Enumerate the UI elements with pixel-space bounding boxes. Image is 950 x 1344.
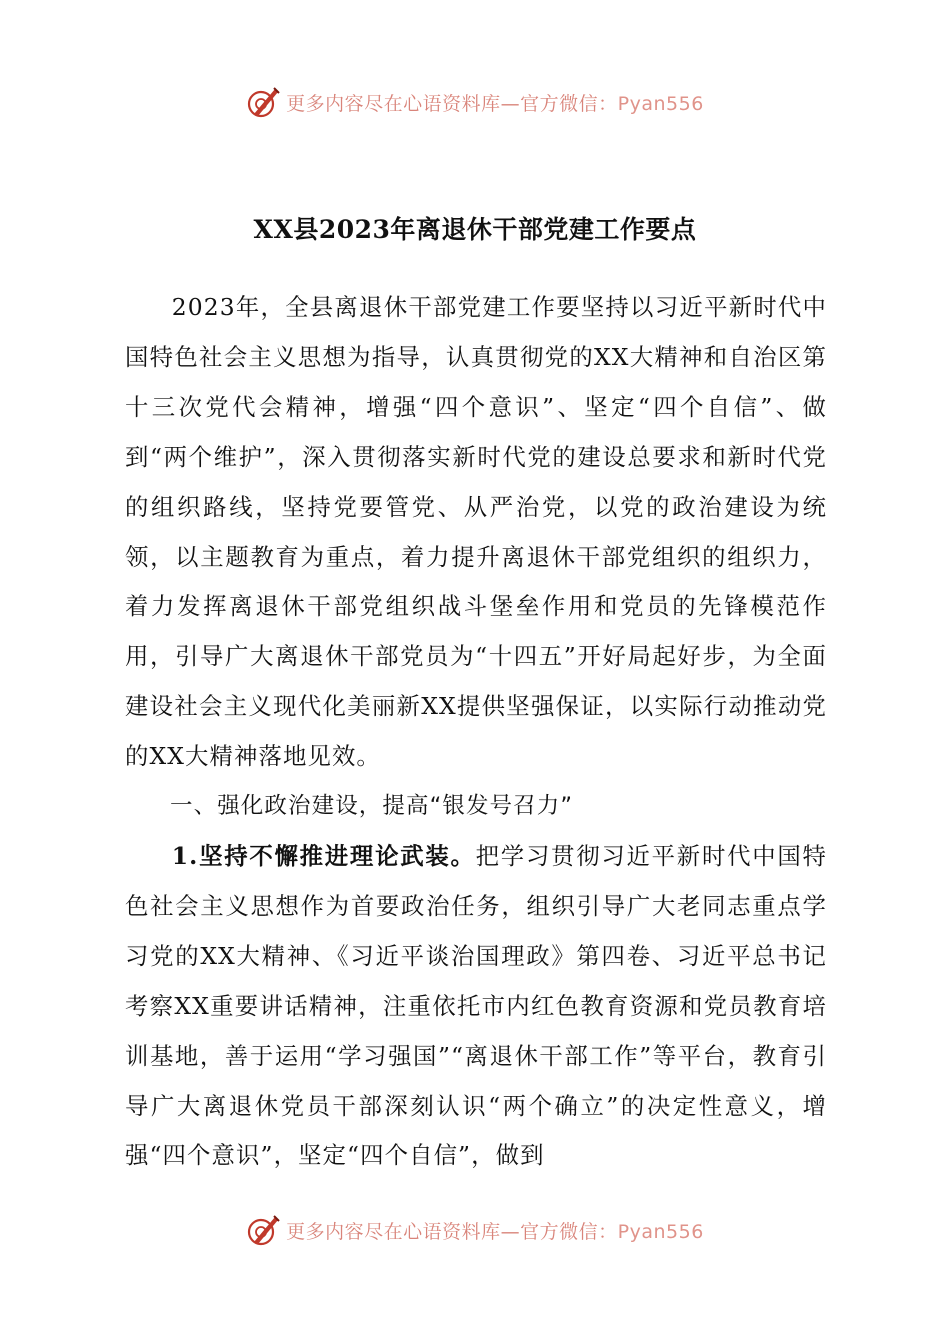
document-title: XX县2023年离退休干部党建工作要点 [253,215,697,244]
watermark-text: 更多内容尽在心语资料库—官方微信：Pyan556 [286,92,704,115]
intro-paragraph: 2023年，全县离退休干部党建工作要坚持以习近平新时代中国特色社会主义思想为指导，认真贯彻党的XX大精神和自治区第十三次党代会精神，增强“四个意识”、坚定“四个自信”、做到“两个维护”，深入贯彻落实新时代党的建设总要求和新时代党的组织路线，坚持党要管党、从严治党，以党的政治建设为统领，以主题教育为重点，着力提升离退休干部党组织的组织力，着力发挥离退休干部党组织战斗堡垒作用和党员的先锋模范作用，引导广大离退休干部党员为“十四五”开好局起好步，为全面建设社会主义现代化美丽新XX提供坚强保证，以实际行动推动党的XX大精神落地见效。 [125,293,827,771]
document-body [125,283,827,1181]
watermark-text: 更多内容尽在心语资料库—官方微信：Pyan556 [286,1220,704,1243]
item-paragraph [125,832,827,1181]
watermark-footer [0,1210,950,1250]
watermark-header [0,82,950,122]
pen-logo-icon [246,1212,282,1248]
section-heading: 一、强化政治建设，提高“银发号召力” [170,793,574,820]
item-body: 把学习贯彻习近平新时代中国特色社会主义思想作为首要政治任务，组织引导广大老同志重点学习党的XX大精神、《习近平谈治国理政》第四卷、习近平总书记考察XX重要讲话精神，注重依托市内红色教育资源和党员教育培训基地，善于运用“学习强国”“离退休干部工作”等平台，教育引导广大离退休党员干部深刻认识“两个确立”的决定性意义，增强“四个意识”，坚定“四个自信”，做到 [125,841,828,1170]
item-lead: 1.坚持不懈推进理论武装。 [171,841,476,870]
pen-logo-icon [246,84,282,120]
